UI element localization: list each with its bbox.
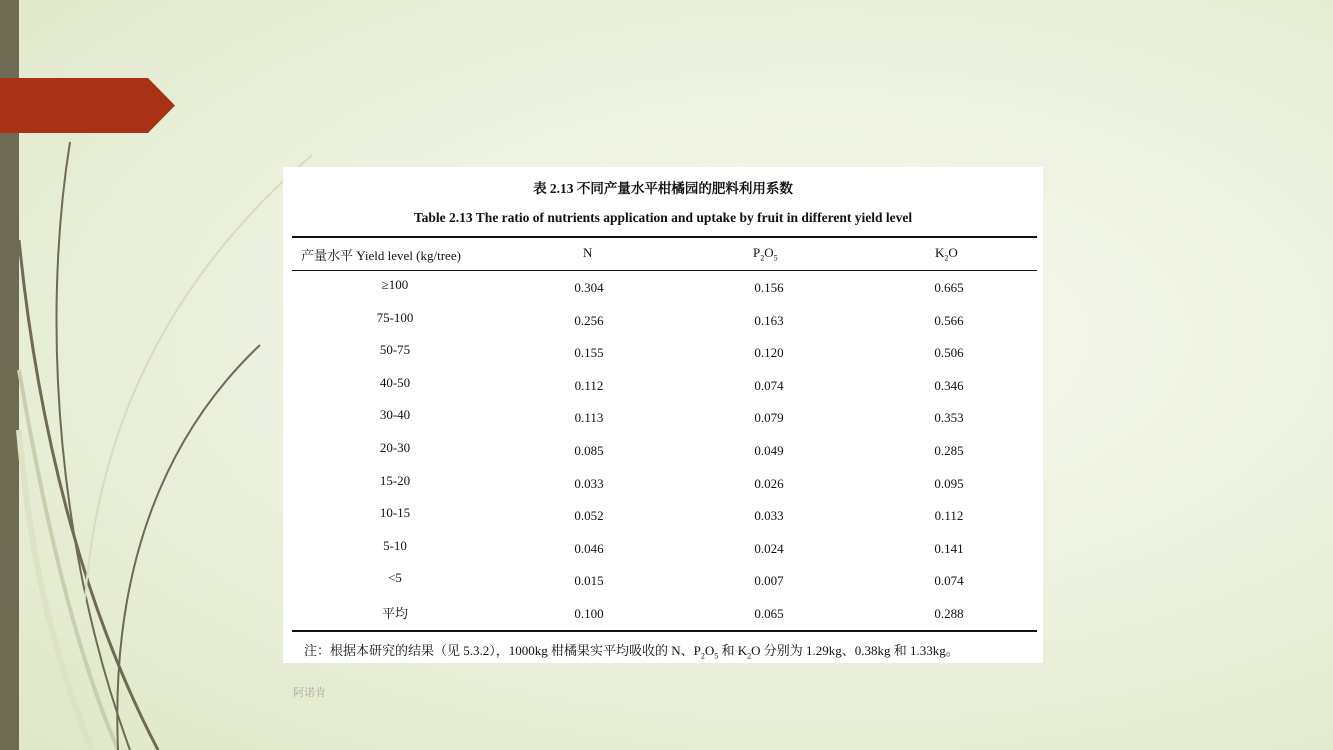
table-cell-level: 平均 (381, 606, 408, 621)
table-cell-n: 0.052 (574, 508, 604, 524)
table-cell-p: 0.049 (754, 443, 784, 458)
table-cell-n: 0.112 (574, 377, 604, 393)
table-cell-n: 0.304 (574, 280, 604, 295)
table-cell-k: 0.346 (934, 377, 964, 393)
table-cell-k: 0.112 (934, 508, 964, 524)
table-cell-p: 0.156 (754, 280, 784, 295)
table-cell-k: 0.506 (934, 345, 964, 361)
table-cell-level: 40-50 (379, 374, 411, 390)
table-cell-p: 0.079 (754, 410, 784, 426)
table-cell-k: 0.141 (934, 540, 964, 556)
table-cell-p: 0.065 (754, 606, 784, 621)
table-cell-k: 0.353 (934, 410, 964, 426)
header-p2o5: $P_2O_5$ (753, 245, 778, 263)
table-cell-n: 0.100 (574, 606, 604, 621)
title-accent-tab (0, 78, 175, 133)
table-cell-level: 20-30 (379, 440, 411, 455)
table-cell-p: 0.033 (754, 508, 784, 524)
table-cell-p: 0.074 (754, 377, 784, 393)
table-cell-level: 50-75 (379, 342, 411, 358)
table-cell-level: <5 (388, 570, 402, 586)
header-yield-level: 产量水平 Yield level (kg/tree) (301, 248, 461, 263)
table-cell-level: 30-40 (379, 407, 411, 423)
slide-footer: 阿诺肯 (293, 686, 326, 699)
table-bottom-rule (292, 630, 1037, 632)
table-cell-n: 0.256 (574, 312, 604, 328)
table-title-cn: 表 2.13 不同产量水平柑橘园的肥料利用系数 (533, 181, 793, 196)
table-cell-p: 0.026 (754, 475, 784, 491)
table-cell-n: 0.046 (574, 540, 604, 556)
table-figure (283, 167, 1043, 663)
table-cell-k: 0.566 (934, 312, 964, 328)
table-cell-level: 15-20 (379, 472, 411, 488)
table-cell-p: 0.163 (754, 312, 784, 328)
table-cell-k: 0.074 (934, 573, 964, 589)
table-cell-p: 0.120 (754, 345, 784, 361)
header-k2o: $K_2O$ (935, 245, 958, 263)
table-cell-p: 0.007 (754, 573, 784, 589)
table-cell-k: 0.288 (934, 606, 964, 621)
table-cell-n: 0.155 (574, 345, 604, 361)
table-cell-k: 0.095 (934, 475, 964, 491)
table-cell-level: 5-10 (383, 537, 407, 553)
table-cell-n: 0.033 (574, 475, 604, 491)
table-cell-k: 0.285 (934, 443, 964, 458)
header-n: N (583, 245, 593, 260)
table-note: 注：根据本研究的结果（见 5.3.2），1000kg 柑橘果实平均吸收的 N、$P_2O_5$ 和 $K_2O$ 分别为 1.29kg、0.38kg 和 1.33kg。 (304, 643, 959, 661)
table-cell-n: 0.085 (574, 443, 604, 458)
table-cell-level: 75-100 (376, 309, 414, 325)
table-cell-level: 10-15 (379, 505, 411, 521)
table-cell-level: ≥100 (381, 277, 409, 292)
table-top-rule (292, 236, 1037, 238)
table-title-en: Table 2.13 The ratio of nutrients application and uptake by fruit in different yield level (413, 210, 913, 225)
table-cell-n: 0.015 (574, 573, 604, 589)
table-cell-p: 0.024 (754, 540, 784, 556)
header-rule (292, 270, 1037, 271)
table-cell-k: 0.665 (934, 280, 964, 295)
table-cell-n: 0.113 (574, 410, 604, 426)
